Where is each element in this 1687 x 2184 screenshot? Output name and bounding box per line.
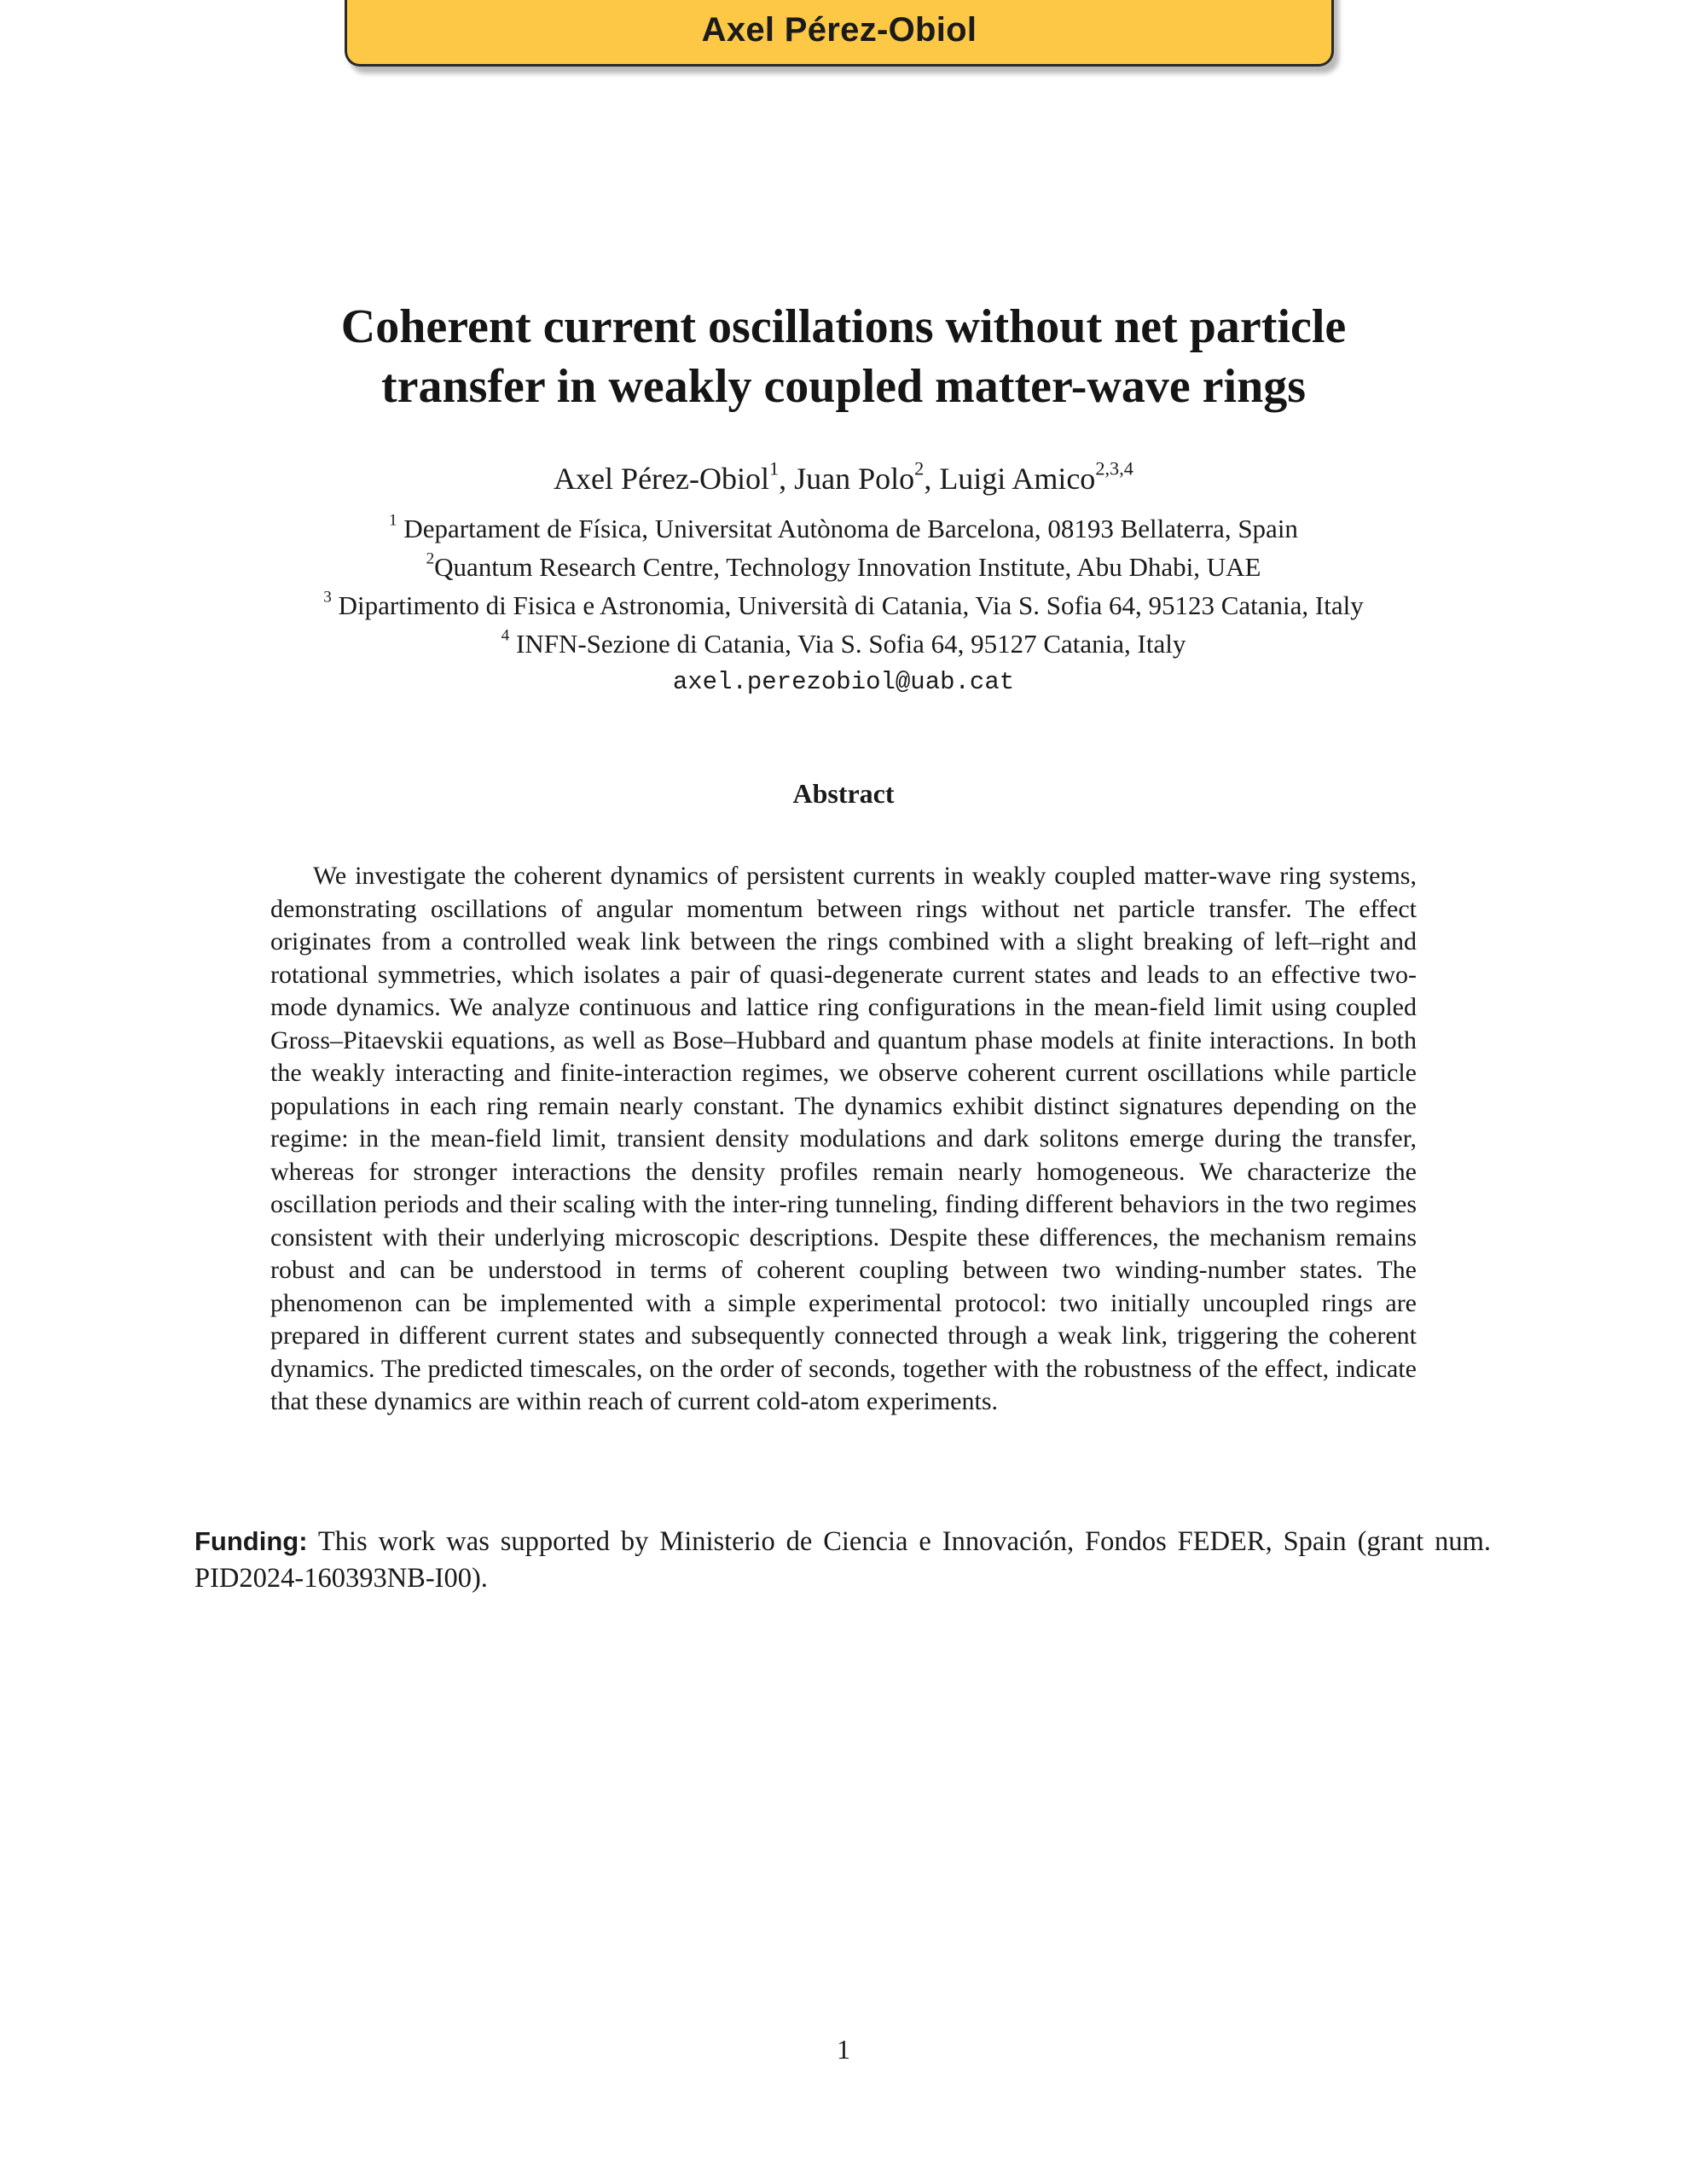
affiliation-mark: 4 xyxy=(501,626,510,645)
affiliation-list xyxy=(171,509,1516,701)
abstract-heading: Abstract xyxy=(792,778,895,809)
affiliation-text: Quantum Research Centre, Technology Innovation Institute, Abu Dhabi, UAE xyxy=(434,552,1261,582)
author-separator: , xyxy=(924,462,940,496)
affiliation-item xyxy=(171,548,1516,586)
affiliation-mark: 1 xyxy=(389,511,397,530)
author-separator: , xyxy=(779,462,795,496)
affiliation-text: Dipartimento di Fisica e Astronomia, Università di Catania, Via S. Sofia 64, 95123 Catania, Italy xyxy=(331,590,1364,620)
affiliation-item xyxy=(171,586,1516,624)
affiliation-mark: 2 xyxy=(426,549,435,568)
affiliation-item xyxy=(171,509,1516,548)
abstract-body: We investigate the coherent dynamics of persistent currents in weakly coupled matter-wave ring systems, demonstrating oscillations of angular momentum between rings without net particle transfer. The effect originates from a controlled weak link between the rings combined with a slight breaking of left–right and rotational symmetries, which isolates a pair of quasi-degenerate current states and leads to an effective two-mode dynamics. We analyze continuous and lattice ring configurations in the mean-field limit using coupled Gross–Pitaevskii equations, as well as Bose–Hubbard and quantum phase models at finite interactions. In both the weakly interacting and finite-interaction regimes, we observe coherent current oscillations while particle populations in each ring remain nearly constant. The dynamics exhibit distinct signatures depending on the regime: in the mean-field limit, transient density modulations and dark solitons emerge during the transfer, whereas for stronger interactions the density profiles remain nearly homogeneous. We characterize the oscillation periods and their scaling with the inter-ring tunneling, finding different behaviors in the two regimes consistent with their underlying microscopic descriptions. Despite these differences, the mechanism remains robust and can be understood in terms of coherent coupling between two winding-number states. The phenomenon can be implemented with a simple experimental protocol: two initially uncoupled rings are prepared in different current states and subsequently connected through a weak link, triggering the coherent dynamics. The predicted timescales, on the order of seconds, together with the robustness of the effect, indicate that these dynamics are within reach of current cold-atom experiments. xyxy=(270,862,1417,1415)
page-number: 1 xyxy=(837,2034,850,2065)
affiliation-text: INFN-Sezione di Catania, Via S. Sofia 64, 95127 Catania, Italy xyxy=(509,629,1186,659)
author-affiliation-mark: 2,3,4 xyxy=(1095,457,1133,479)
author-name: Juan Polo xyxy=(794,462,915,496)
author-name: Luigi Amico xyxy=(939,462,1096,496)
author-list xyxy=(171,457,1516,500)
presenter-name-tab xyxy=(345,0,1334,67)
affiliation-text: Departament de Física, Universitat Autònoma de Barcelona, 08193 Bellaterra, Spain xyxy=(397,514,1298,543)
paper-title xyxy=(171,297,1516,416)
author-name: Axel Pérez-Obiol xyxy=(554,462,769,496)
presenter-name: Axel Pérez-Obiol xyxy=(701,11,977,49)
paper-title-line-2: transfer in weakly coupled matter-wave rings xyxy=(380,360,1307,413)
contact-email: axel.perezobiol@uab.cat xyxy=(672,668,1015,696)
paper-title-line-1: Coherent current oscillations without net particle xyxy=(340,300,1347,353)
affiliation-item xyxy=(171,624,1516,663)
affiliation-mark: 3 xyxy=(323,588,332,607)
author-affiliation-mark: 2 xyxy=(914,457,925,479)
funding-statement xyxy=(194,1523,1491,1597)
funding-label: Funding: xyxy=(194,1526,308,1556)
author-affiliation-mark: 1 xyxy=(768,457,780,479)
funding-text: This work was supported by Ministerio de Ciencia e Innovación, Fondos FEDER, Spain (grant num. PID2024-160393NB-I00). xyxy=(194,1526,1491,1594)
